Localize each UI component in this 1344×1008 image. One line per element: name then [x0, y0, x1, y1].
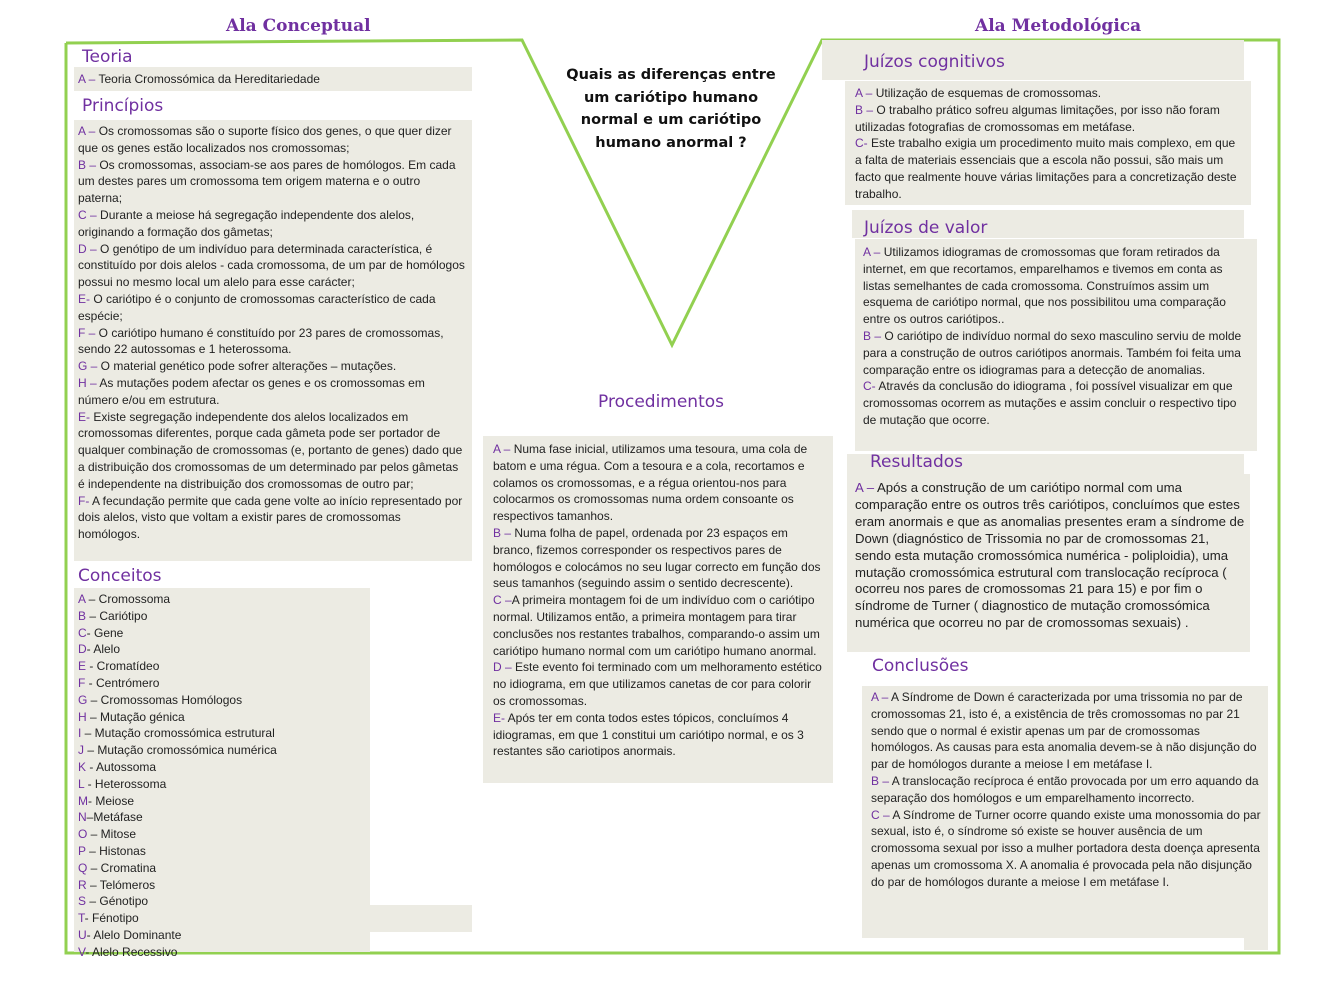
item-letter: B – — [78, 157, 97, 172]
list-item — [78, 843, 370, 860]
list-item — [855, 135, 1245, 202]
item-text: - Gene — [86, 625, 124, 640]
item-letter: I — [78, 726, 82, 741]
list-item — [493, 441, 827, 525]
list-item — [78, 692, 370, 709]
item-letter: K — [78, 759, 87, 774]
item-text: - Meiose — [88, 793, 135, 808]
item-text: Este evento foi terminado com um melhoramento estético no idiograma, em que utilizamos canetas de cor para colorir os cromossomas. — [493, 660, 822, 708]
principios-list — [78, 123, 466, 543]
item-text: – Cromossomas Homólogos — [87, 692, 243, 707]
list-item — [78, 325, 466, 359]
item-letter: E- — [78, 409, 90, 424]
item-text: O genótipo de um indivíduo para determinada característica, é constituído por dois alelos - cada cromossoma, de um par de homólogos possui no mesmo local um alelo para esse carácter; — [78, 241, 465, 290]
item-text: Através da conclusão do idiograma , foi possível visualizar em que cromossomas ocorrem as mutações e assim concluir o respectivo tipo de mutação que ocorre. — [863, 379, 1237, 427]
list-item — [78, 877, 370, 894]
item-text: – Mutação génica — [86, 709, 185, 724]
item-letter: M — [78, 793, 88, 808]
conclusoes-box — [862, 686, 1268, 938]
list-item — [493, 710, 827, 760]
item-letter: H – — [78, 375, 97, 390]
item-text: –Metáfase — [86, 810, 143, 825]
item-text: A Síndrome de Down é caracterizada por uma trissomia no par de cromossomas 21, isto é, a existência de três cromossomas no par 21 sendo que o normal é existir apenas um par de cromossomas homólogos. As causas para esta anomalia devem-se à não disjunção do par de homólogos durante a meiose I em metáfase I. — [871, 690, 1257, 772]
item-letter: Q — [78, 860, 88, 875]
list-item — [78, 641, 370, 658]
item-letter: E- — [493, 710, 505, 725]
item-letter: D — [78, 642, 87, 657]
item-letter: E- — [78, 291, 90, 306]
item-letter: A – — [78, 72, 96, 86]
item-text: - Alelo — [86, 642, 121, 657]
procedimentos-title: Procedimentos — [598, 392, 725, 412]
principios-title: Princípios — [82, 96, 164, 116]
list-item — [493, 525, 827, 592]
resultados-list — [855, 480, 1246, 632]
conceitos-title: Conceitos — [78, 566, 162, 586]
item-letter: O — [78, 827, 88, 842]
item-text: A translocação recíproca é então provocada por um erro aquando da separação dos homólogos e um emparelhamento incorrecto. — [871, 773, 1259, 805]
item-letter: B – — [493, 525, 512, 540]
procedimentos-box — [483, 436, 833, 783]
item-text: Os cromossomas, associam-se aos pares de homólogos. Em cada um destes pares um cromossoma tem origem materna e o outro paterna; — [78, 157, 456, 206]
list-item — [78, 608, 370, 625]
list-item — [78, 625, 370, 642]
item-text: – Cromatina — [87, 860, 157, 875]
item-letter: D – — [493, 660, 512, 675]
item-letter: V — [78, 944, 86, 959]
juizos-valor-box — [855, 239, 1257, 451]
list-item — [863, 244, 1251, 328]
item-letter: F – — [78, 325, 96, 340]
item-text: – Histonas — [85, 843, 146, 858]
item-text: Utilizamos idiogramas de cromossomas que foram retirados da internet, em que recortamos, emparelhamos e tivemos em conta as listas semelhantes de cada cromossoma. Construímos assim um esquema de cariótipo normal, que nos possibilitou uma comparação entre os outros cariótipos.. — [863, 245, 1226, 327]
item-letter: N — [78, 810, 87, 825]
item-letter: G – — [78, 359, 98, 374]
list-item — [78, 658, 370, 675]
item-text: Existe segregação independente dos alelos localizados em cromossomas diferentes, porque cada gâmeta pode ser portador de qualquer combinação de cromossomas (e, portanto de genes) dado que a distribuição dos cromossomas de um determinado par pelos gâmetas é independente na distribuição dos cromossomas de outro par; — [78, 409, 463, 491]
conceitos-box — [74, 588, 370, 959]
item-text: O material genético pode sofrer alterações – mutações. — [97, 359, 397, 374]
item-text: - Heterossoma — [84, 776, 167, 791]
item-letter: A – — [855, 480, 875, 495]
item-text: – Mutação cromossómica estrutural — [81, 726, 275, 741]
list-item — [78, 71, 472, 88]
item-text: - Alelo Recessivo — [85, 944, 178, 959]
list-item — [78, 675, 370, 692]
list-item — [78, 860, 370, 877]
principios-box — [74, 120, 472, 561]
item-letter: A — [78, 592, 86, 606]
item-text: – Génotipo — [86, 894, 149, 909]
right-wing-header: Ala Metodológica — [975, 16, 1142, 36]
item-text: Numa folha de papel, ordenada por 23 espaços em branco, fizemos corresponder os respectivos pares de homólogos e colocámos no seu lugar correcto em função dos seus tamanhos (seguindo assim o sentido decrescente). — [493, 525, 821, 591]
list-item — [78, 157, 466, 207]
item-letter: F — [78, 675, 86, 690]
item-text: – Telómeros — [86, 877, 156, 892]
item-letter: U — [78, 927, 87, 942]
conclusoes-list — [871, 689, 1264, 891]
list-item — [78, 591, 370, 608]
list-item — [78, 910, 370, 927]
list-item — [871, 807, 1264, 891]
item-letter: A – — [871, 690, 889, 704]
item-text: – Mitose — [87, 827, 137, 842]
left-wing-header: Ala Conceptual — [226, 16, 371, 36]
item-text: Após a construção de um cariótipo normal com uma comparação entre os outros três cariótipos, concluímos que estes eram anormais e que as anomalias presentes eram a síndrome de Down (diagnóstico de Trissomia no par de cromossomas 21, sendo esta mutação cromossómica numérica - poliploidia), uma mutação cromossómica estrutural com translocação recíproca ( ocorreu nos pares de cromossomas 21 para 15) e por fim o síndrome de Turner ( diagnostico de mutação cromossómica numérica que ocorreu no par de cromossomas sexuais) . — [855, 480, 1245, 631]
item-letter: C — [78, 625, 87, 640]
item-letter: R — [78, 877, 87, 892]
item-text: - Cromatídeo — [86, 659, 160, 674]
item-text: A primeira montagem foi de um indivíduo com o cariótipo normal. Utilizamos então, a primeira montagem para tirar conclusões nos restantes trabalhos, comparando-o assim um cariótipo humano normal com um cariótipo humano anormal. — [493, 593, 820, 658]
juizos-valor-title: Juízos de valor — [864, 218, 988, 238]
item-letter: C – — [78, 207, 97, 222]
list-item — [78, 123, 466, 157]
item-letter: L — [78, 776, 85, 791]
resultados-title: Resultados — [870, 452, 963, 472]
list-item — [855, 480, 1246, 632]
item-letter: T — [78, 911, 85, 926]
item-letter: B — [78, 608, 87, 623]
list-item — [78, 826, 370, 843]
juizos-cognitivos-list — [855, 85, 1245, 203]
item-text: O cariótipo é o conjunto de cromossomas característico de cada espécie; — [78, 291, 436, 323]
item-letter: C- — [855, 136, 868, 151]
item-letter: A – — [863, 245, 881, 259]
list-item — [78, 927, 370, 944]
item-letter: B – — [855, 102, 874, 117]
list-item — [493, 659, 827, 709]
item-letter: C- — [863, 379, 876, 394]
list-item — [78, 409, 466, 493]
procedimentos-list — [493, 441, 827, 760]
list-item — [78, 725, 370, 742]
item-text: – Cromossoma — [85, 592, 171, 606]
item-text: O trabalho prático sofreu algumas limitações, por isso não foram utilizadas fotografias de cromossomas em metáfase. — [855, 102, 1220, 134]
teoria-title: Teoria — [82, 47, 133, 67]
list-item — [78, 493, 466, 543]
item-letter: C – — [871, 807, 890, 822]
item-text: O cariótipo humano é constituído por 23 pares de cromossomas, sendo 22 autossomas e 1 heterossoma. — [78, 325, 444, 357]
resultados-box — [847, 474, 1250, 652]
list-item — [78, 809, 370, 826]
list-item — [78, 776, 370, 793]
item-text: A Síndrome de Turner ocorre quando existe uma monossomia do par sexual, isto é, o síndrome só existe se houver ausência de um cromossoma sexual por isso a mulher portadora desta doença apresenta apenas um cromossoma X. A anomalia é provocada pela não disjunção do par de homólogos durante a meiose I em metáfase I. — [871, 807, 1261, 889]
item-text: Os cromossomas são o suporte físico dos genes, o que quer dizer que os genes estão localizados nos cromossomas; — [78, 124, 452, 155]
focus-question: Quais as diferenças entre um cariótipo humano normal e um cariótipo humano anormal ? — [566, 67, 776, 151]
juizos-cognitivos-box — [845, 81, 1251, 205]
list-item — [871, 773, 1264, 807]
conceitos-list — [78, 591, 370, 961]
conclusoes-title: Conclusões — [872, 656, 969, 676]
list-item — [78, 358, 466, 375]
item-letter: C – — [493, 593, 512, 608]
list-item — [871, 689, 1264, 773]
item-letter: S — [78, 894, 87, 909]
list-item — [78, 241, 466, 291]
item-letter: A – — [855, 86, 873, 100]
list-item — [78, 742, 370, 759]
item-letter: H — [78, 709, 87, 724]
item-text: O cariótipo de indivíduo normal do sexo masculino serviu de molde para a construção de outros cariótipos anormais. Também foi feita uma comparação entre os idiogramas para a detecção de anomalias. — [863, 328, 1242, 377]
item-letter: A – — [493, 442, 511, 456]
item-letter: B – — [871, 773, 890, 788]
item-text: - Fénotipo — [84, 911, 139, 926]
juizos-valor-list — [863, 244, 1251, 429]
list-item — [493, 592, 827, 659]
item-text: A fecundação permite que cada gene volte ao início representado por dois alelos, visto que voltam a existir pares de cromossomas homólogos. — [78, 493, 463, 542]
item-letter: J — [78, 743, 84, 758]
item-text: Durante a meiose há segregação independente dos alelos, originando a formação dos gâmetas; — [78, 207, 415, 239]
item-text: Numa fase inicial, utilizamos uma tesoura, uma cola de batom e uma régua. Com a tesoura e a cola, recortamos e colamos os cromossomas, e a régua orientou-nos para colocarmos os cromossomas numa ordem consoante os respectivos tamanhos. — [493, 442, 808, 524]
list-item — [78, 291, 466, 325]
item-letter: A – — [78, 124, 96, 138]
item-text: - Centrómero — [85, 675, 160, 690]
teoria-box — [74, 67, 472, 91]
list-item — [855, 85, 1245, 102]
item-letter: D – — [78, 241, 97, 256]
list-item — [78, 944, 370, 961]
list-item — [78, 207, 466, 241]
item-text: Este trabalho exigia um procedimento muito mais complexo, em que a falta de materiais essenciais que a escola não possui, são mais um facto que realmente houve várias limitações para a concretização deste trabalho. — [855, 136, 1237, 201]
list-item — [78, 893, 370, 910]
item-letter: E — [78, 659, 87, 674]
list-item — [78, 375, 466, 409]
list-item — [78, 793, 370, 810]
item-letter: B – — [863, 328, 882, 343]
list-item — [855, 102, 1245, 136]
teoria-list — [78, 71, 472, 88]
list-item — [78, 759, 370, 776]
item-text: Utilização de esquemas de cromossomas. — [872, 86, 1102, 100]
item-text: Teoria Cromossómica da Hereditariedade — [95, 72, 320, 86]
list-item — [863, 378, 1251, 428]
item-text: – Mutação cromossómica numérica — [84, 743, 277, 758]
item-letter: F- — [78, 493, 90, 508]
item-text: - Autossoma — [86, 759, 157, 774]
item-text: As mutações podem afectar os genes e os cromossomas em número e/ou em estrutura. — [78, 375, 425, 407]
item-letter: P — [78, 843, 86, 858]
conclusoes-box-tail — [1244, 938, 1268, 950]
juizos-cognitivos-title: Juízos cognitivos — [864, 52, 1005, 72]
item-letter: G — [78, 692, 88, 707]
item-text: - Alelo Dominante — [86, 927, 182, 942]
item-text: – Cariótipo — [86, 608, 148, 623]
list-item — [863, 328, 1251, 378]
list-item — [78, 709, 370, 726]
conceitos-box-tail — [370, 905, 472, 932]
item-text: Após ter em conta todos estes tópicos, concluímos 4 idiogramas, em que 1 constitui um cariótipo normal, e os 3 restantes são cariotipos anormais. — [493, 710, 804, 759]
